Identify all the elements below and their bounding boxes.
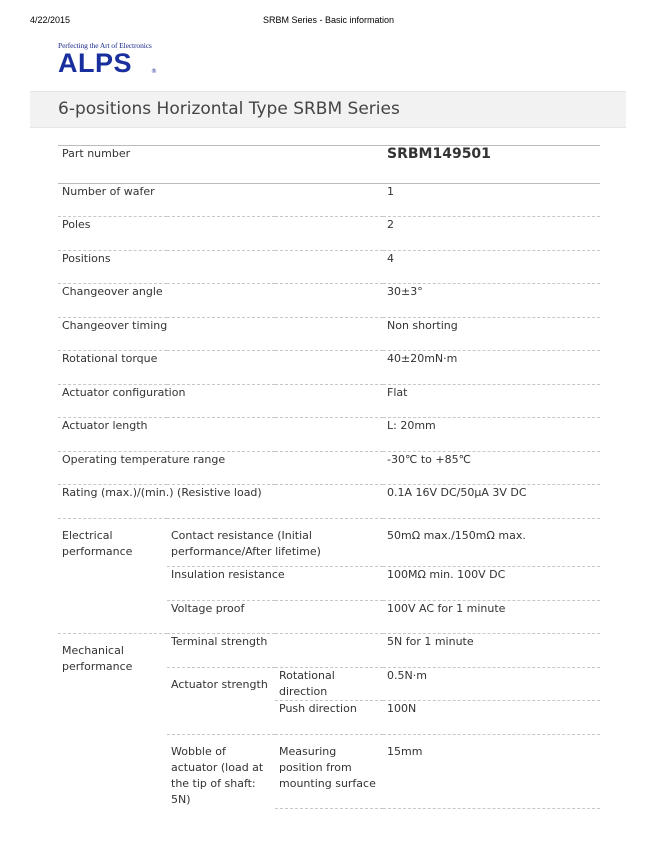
terminal-strength-row [58, 634, 600, 668]
terminal-strength-value: 5N for 1 minute [383, 634, 600, 668]
part-number-value [383, 146, 600, 184]
voltage-proof-label: Voltage proof [167, 601, 383, 634]
alps-logo[interactable] [58, 41, 158, 81]
spec-value: 4 [383, 251, 600, 284]
spec-label: Operating temperature range [58, 452, 383, 485]
spec-label: Poles [58, 217, 383, 251]
part-number-label: Part number [58, 146, 383, 184]
page-title: 6-positions Horizontal Type SRBM Series [58, 99, 400, 119]
logo-brand: ALPS [58, 48, 133, 78]
spec-row [58, 217, 600, 251]
spec-row [58, 351, 600, 385]
part-number-row [58, 146, 600, 184]
spec-row [58, 284, 600, 318]
rotational-direction-label: Rotational direction [275, 668, 383, 701]
part-number-code: SRBM149501 [387, 146, 491, 162]
spec-label: Rotational torque [58, 351, 383, 385]
logo-tagline: Perfecting the Art of Electronics [58, 41, 152, 50]
measuring-position-value: 15mm [383, 735, 600, 809]
print-page-title: SRBM Series - Basic information [262, 15, 395, 25]
registered-mark: ® [151, 68, 157, 75]
spec-row [58, 418, 600, 452]
spec-table [58, 145, 600, 809]
spec-value: 0.1A 16V DC/50μA 3V DC [383, 485, 600, 519]
spec-label: Actuator configuration [58, 385, 383, 418]
spec-row [58, 251, 600, 284]
spec-label: Changeover angle [58, 284, 383, 318]
insulation-resistance-label: Insulation resistance [167, 567, 383, 601]
spec-row [58, 452, 600, 485]
push-direction-label: Push direction [275, 701, 383, 735]
spec-row [58, 318, 600, 351]
spec-row [58, 385, 600, 418]
spec-value: Non shorting [383, 318, 600, 351]
contact-resistance-label: Contact resistance (Initial performance/After lifetime) [167, 519, 383, 567]
spec-value: 30±3° [383, 284, 600, 318]
title-bar [30, 91, 626, 128]
spec-row [58, 184, 600, 217]
spec-value: 40±20mN·m [383, 351, 600, 385]
spec-row [58, 485, 600, 519]
print-date: 4/22/2015 [30, 15, 71, 25]
actuator-strength-label: Actuator strength [167, 668, 275, 735]
spec-label: Changeover timing [58, 318, 383, 351]
electrical-contact-row [58, 519, 600, 567]
rotational-direction-value: 0.5N·m [383, 668, 600, 701]
spec-value: Flat [383, 385, 600, 418]
wobble-label: Wobble of actuator (load at the tip of shaft: 5N) [171, 745, 264, 806]
spec-label: Rating (max.)/(min.) (Resistive load) [58, 485, 383, 519]
push-direction-value: 100N [383, 701, 600, 735]
spec-value: 1 [383, 184, 600, 217]
contact-resistance-value: 50mΩ max./150mΩ max. [383, 519, 600, 567]
voltage-proof-value: 100V AC for 1 minute [383, 601, 600, 634]
spec-label: Positions [58, 251, 383, 284]
spec-value: -30℃ to +85℃ [383, 452, 600, 485]
spec-value: L: 20mm [383, 418, 600, 452]
spec-label: Number of wafer [58, 184, 383, 217]
measuring-position-label: Measuring position from mounting surface [275, 735, 383, 809]
electrical-performance-label: Electrical performance [58, 519, 167, 634]
mechanical-performance-label: Mechanical performance [62, 644, 133, 673]
insulation-resistance-value: 100MΩ min. 100V DC [383, 567, 600, 601]
spec-label: Actuator length [58, 418, 383, 452]
terminal-strength-label: Terminal strength [167, 634, 383, 668]
spec-value: 2 [383, 217, 600, 251]
